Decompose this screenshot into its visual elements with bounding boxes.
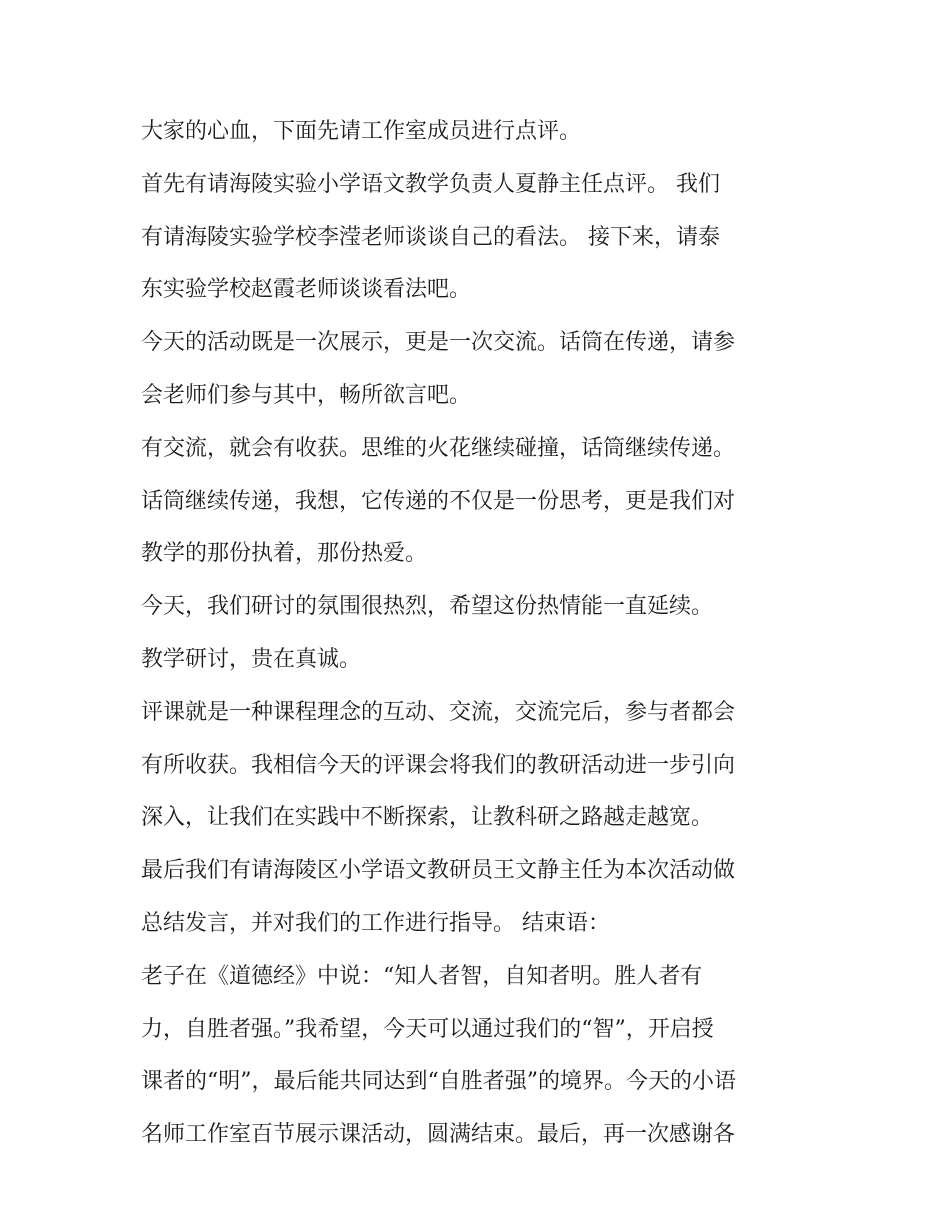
text-line: 会老师们参与其中，畅所欲言吧。 bbox=[141, 382, 472, 408]
text-line: 评课就是一种课程理念的互动、交流，交流完后，参与者都会 bbox=[141, 699, 736, 725]
text-line: 有请海陵实验学校李滢老师谈谈自己的看法。 接下来，请泰 bbox=[141, 224, 720, 250]
text-line: 名师工作室百节展示课活动，圆满结束。最后，再一次感谢各 bbox=[141, 1122, 736, 1148]
text-line: 话筒继续传递，我想，它传递的不仅是一份思考，更是我们对 bbox=[141, 488, 736, 514]
text-line: 大家的心血，下面先请工作室成员进行点评。 bbox=[141, 119, 582, 144]
text-line: 今天的活动既是一次展示，更是一次交流。话筒在传递，请参 bbox=[141, 330, 736, 356]
text-line: 教学的那份执着，那份热爱。 bbox=[141, 541, 428, 567]
text-line: 深入，让我们在实践中不断探索，让教科研之路越走越宽。 bbox=[141, 805, 714, 831]
text-line: 课者的“明”，最后能共同达到“自胜者强”的境界。今天的小语 bbox=[141, 1069, 736, 1095]
text-line: 有所收获。我相信今天的评课会将我们的教研活动进一步引向 bbox=[141, 752, 736, 778]
text-line: 教学研讨，贵在真诚。 bbox=[141, 646, 362, 672]
text-line: 首先有请海陵实验小学语文教学负责人夏静主任点评。 我们 bbox=[141, 171, 720, 197]
text-line: 东实验学校赵霞老师谈谈看法吧。 bbox=[141, 277, 472, 303]
text-line: 有交流，就会有收获。思维的火花继续碰撞，话筒继续传递。 bbox=[141, 435, 736, 461]
text-line: 今天，我们研讨的氛围很热烈，希望这份热情能一直延续。 bbox=[141, 594, 714, 620]
text-line: 总结发言，并对我们的工作进行指导。 结束语： bbox=[141, 910, 610, 936]
text-line: 最后我们有请海陵区小学语文教研员王文静主任为本次活动做 bbox=[141, 858, 736, 884]
document-body bbox=[141, 106, 821, 1162]
text-line: 力，自胜者强。”我希望，今天可以通过我们的“智”，开启授 bbox=[141, 1016, 714, 1042]
text-line: 老子在《道德经》中说：“知人者智，自知者明。胜人者有 bbox=[141, 963, 703, 989]
